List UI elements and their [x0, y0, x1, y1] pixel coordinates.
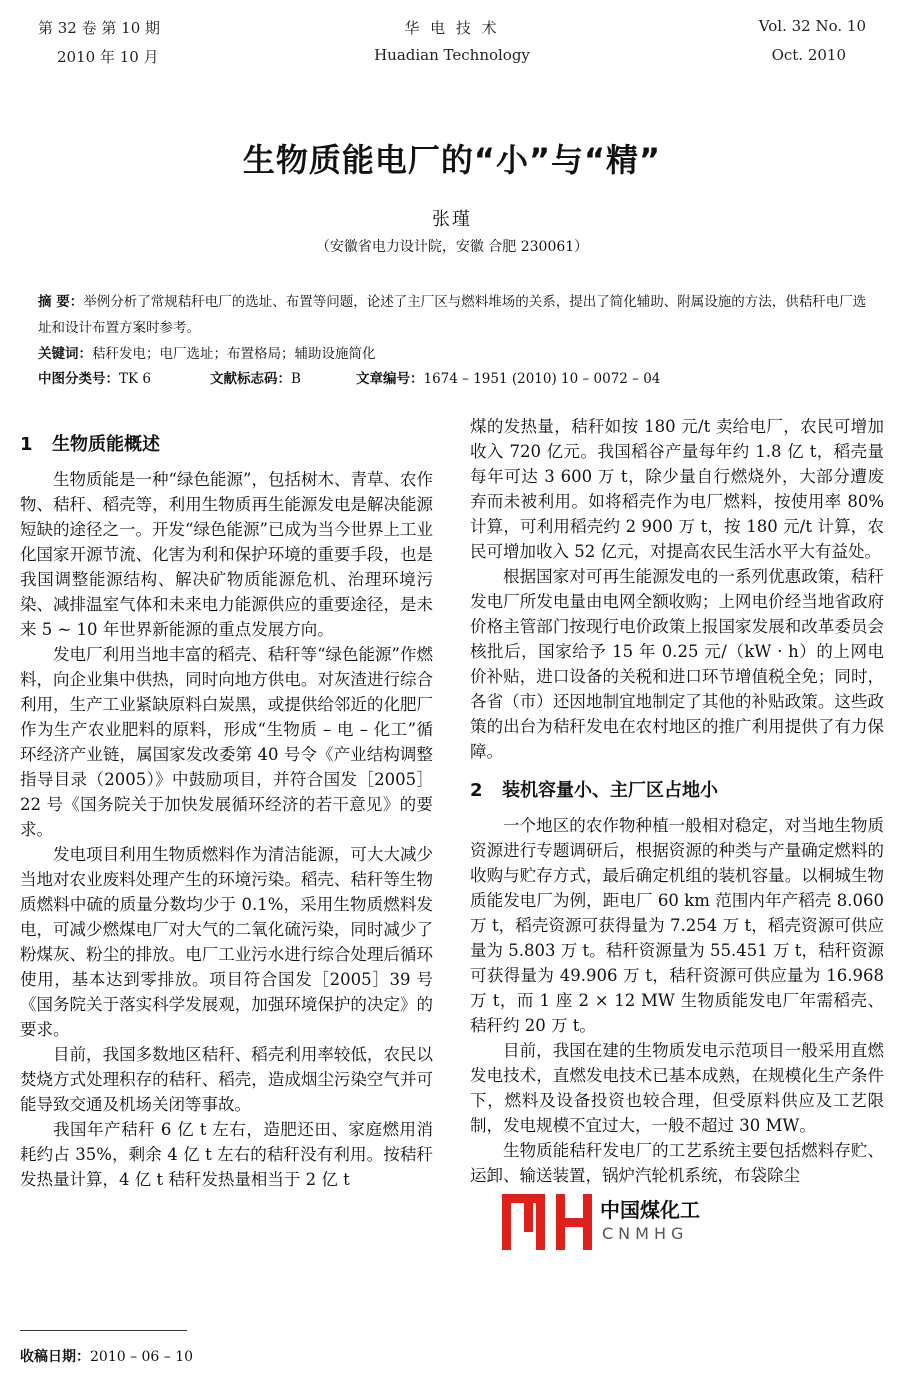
article-author: 张瑾	[432, 209, 472, 230]
paragraph: 发电项目利用生物质燃料作为清洁能源，可大大减少当地对农业废料处理产生的环境污染。稻壳、秸秆等生物质燃料中硫的质量分数均少于 0.1%，采用生物质燃料发电，可减少燃煤电厂对大气的二氧化硫污染，同时减少了粉煤灰、粉尘的排放。电厂工业污水进行综合处理后循环使用，基本达到零排放。项目符合国发［2005］39 号《国务院关于落实科学发展观，加强环境保护的决定》的要求。	[20, 845, 433, 1039]
right-column	[470, 414, 884, 1188]
abstract	[38, 289, 868, 341]
header-journal-cn: 华 电 技 术	[404, 19, 500, 37]
clc-number: 中图分类号：TK 6	[38, 371, 151, 387]
paragraph: 生物质能是一种“绿色能源”，包括树木、青草、农作物、秸秆、稻壳等，利用生物质再生能源发电是解决能源短缺的途径之一。开发“绿色能源”已成为当今世界上工业化国家开源节流、化害为利和保护环境的重要手段，也是我国调整能源结构、解决矿物质能源危机、治理环境污染、减排温室气体和未来电力能源供应的重要途径，是未来 5 ~ 10 年世界新能源的重点发展方向。	[20, 470, 433, 639]
watermark-logo-icon	[500, 1192, 596, 1254]
header-journal-en: Huadian Technology	[374, 46, 530, 64]
keywords-text: 秸秆发电；电厂选址；布置格局；辅助设施简化	[92, 346, 376, 362]
keywords-label: 关键词：	[38, 346, 92, 362]
paragraph: 一个地区的农作物种植一般相对稳定，对当地生物质资源进行专题调研后，根据资源的种类与产量确定燃料的收购与贮存方式，最后确定机组的装机容量。以桐城生物质能发电厂为例，距电厂 60 km 范围内年产稻壳 8.060 万 t，稻壳资源可获得量为 7.254 万 t，稻壳资源可供应量为 5.803 万 t。秸秆资源量为 55.451 万 t，秸秆资源可获得量为 49.906 万 t，秸秆资源可供应量为 16.968 万 t，而 1 座 2 × 12 MW 生物质能发电厂年需稻壳、秸秆约 20 万 t。	[470, 816, 884, 1035]
watermark-logo-mark	[502, 1194, 592, 1250]
paragraph: 目前，我国多数地区秸秆、稻壳利用率较低，农民以焚烧方式处理积存的秸秆、稻壳，造成烟尘污染空气并可能导致交通及机场关闭等事故。	[20, 1045, 433, 1114]
article-number: 文章编号：1674 – 1951 (2010) 10 – 0072 – 04	[356, 371, 661, 387]
paragraph: 发电厂利用当地丰富的稻壳、秸秆等“绿色能源”作燃料，向企业集中供热，同时向地方供电。对灰渣进行综合利用，生产工业紧缺原料白炭黑，或提供给邻近的化肥厂作为生产农业肥料的原料，形成“生物质 – 电 – 化工”循环经济产业链，属国家发改委第 40 号令《产业结构调整指导目录（2005）》中鼓励项目，并符合国发［2005］22 号《国务院关于加快发展循环经济的若干意见》的要求。	[20, 645, 433, 839]
watermark-subtext: CNMHG	[602, 1224, 689, 1243]
received-date	[20, 1346, 193, 1366]
header-date: 2010 年 10 月	[57, 48, 159, 66]
document-code: 文献标志码：B	[210, 371, 301, 387]
paragraph: 生物质能秸秆发电厂的工艺系统主要包括燃料存贮、运卸、输送装置，锅炉汽轮机系统，布袋除尘	[470, 1141, 884, 1185]
header-vol-no: Vol. 32 No. 10	[758, 17, 866, 35]
section-2-heading: 2 装机容量小、主厂区占地小	[470, 780, 718, 801]
paragraph: 我国年产秸秆 6 亿 t 左右，造肥还田、家庭燃用消耗约占 35%，剩余 4 亿 t 左右的秸秆没有利用。按秸秆发热量计算，4 亿 t 秸秆发热量相当于 2 亿 t	[20, 1120, 433, 1189]
paragraph-continuation: 煤的发热量，秸秆如按 180 元/t 卖给电厂，农民可增加收入 720 亿元。我国稻谷产量每年约 1.8 亿 t，稻壳量每年可达 3 600 万 t，除少量自行燃烧外，大部分遭废弃而未被利用。如将稻壳作为电厂燃料，按使用率 80% 计算，可利用稻壳约 2 900 万 t，按 180 元/t 计算，农民可增加收入 52 亿元，对提高农民生活水平大有益处。	[470, 417, 884, 561]
paragraph: 根据国家对可再生能源发电的一系列优惠政策，秸秆发电厂所发电量由电网全额收购；上网电价经当地省政府价格主管部门按现行电价政策上报国家发展和改革委员会核批后，国家给予 15 年 0.25 元/（kW · h）的上网电价补贴，进口设备的关税和进口环节增值税全免；同时，各省（市）还因地制宜地制定了其他的补贴政策。这些政策的出台为秸秆发电在农村地区的推广利用提供了有力保障。	[470, 567, 884, 761]
watermark-text: 中国煤化工	[600, 1198, 700, 1222]
received-date-label: 收稿日期：	[20, 1349, 90, 1365]
abstract-label: 摘 要：	[38, 294, 84, 310]
author-affiliation: （安徽省电力设计院，安徽 合肥 230061）	[315, 239, 589, 255]
left-column	[20, 420, 433, 1192]
article-title: 生物质能电厂的“小”与“精”	[242, 141, 662, 179]
paragraph: 目前，我国在建的生物质发电示范项目一般采用直燃发电技术，直燃发电技术已基本成熟，在规模化生产条件下，燃料及设备投资也较合理，但受原料供应及工艺限制，发电规模不宜过大，一般不超过 30 MW。	[470, 1041, 884, 1135]
received-date-value: 2010 – 06 – 10	[90, 1349, 194, 1365]
watermark	[500, 1190, 715, 1260]
abstract-text: 举例分析了常规秸秆电厂的选址、布置等问题，论述了主厂区与燃料堆场的关系，提出了简化辅助、附属设施的方法，供秸秆电厂选址和设计布置方案时参考。	[38, 294, 867, 336]
header-date-en: Oct. 2010	[771, 46, 846, 64]
footnote-divider	[20, 1330, 187, 1331]
keywords	[38, 341, 868, 367]
header-volume-issue: 第 32 卷 第 10 期	[38, 19, 161, 37]
section-1-heading: 1 生物质能概述	[20, 434, 160, 455]
